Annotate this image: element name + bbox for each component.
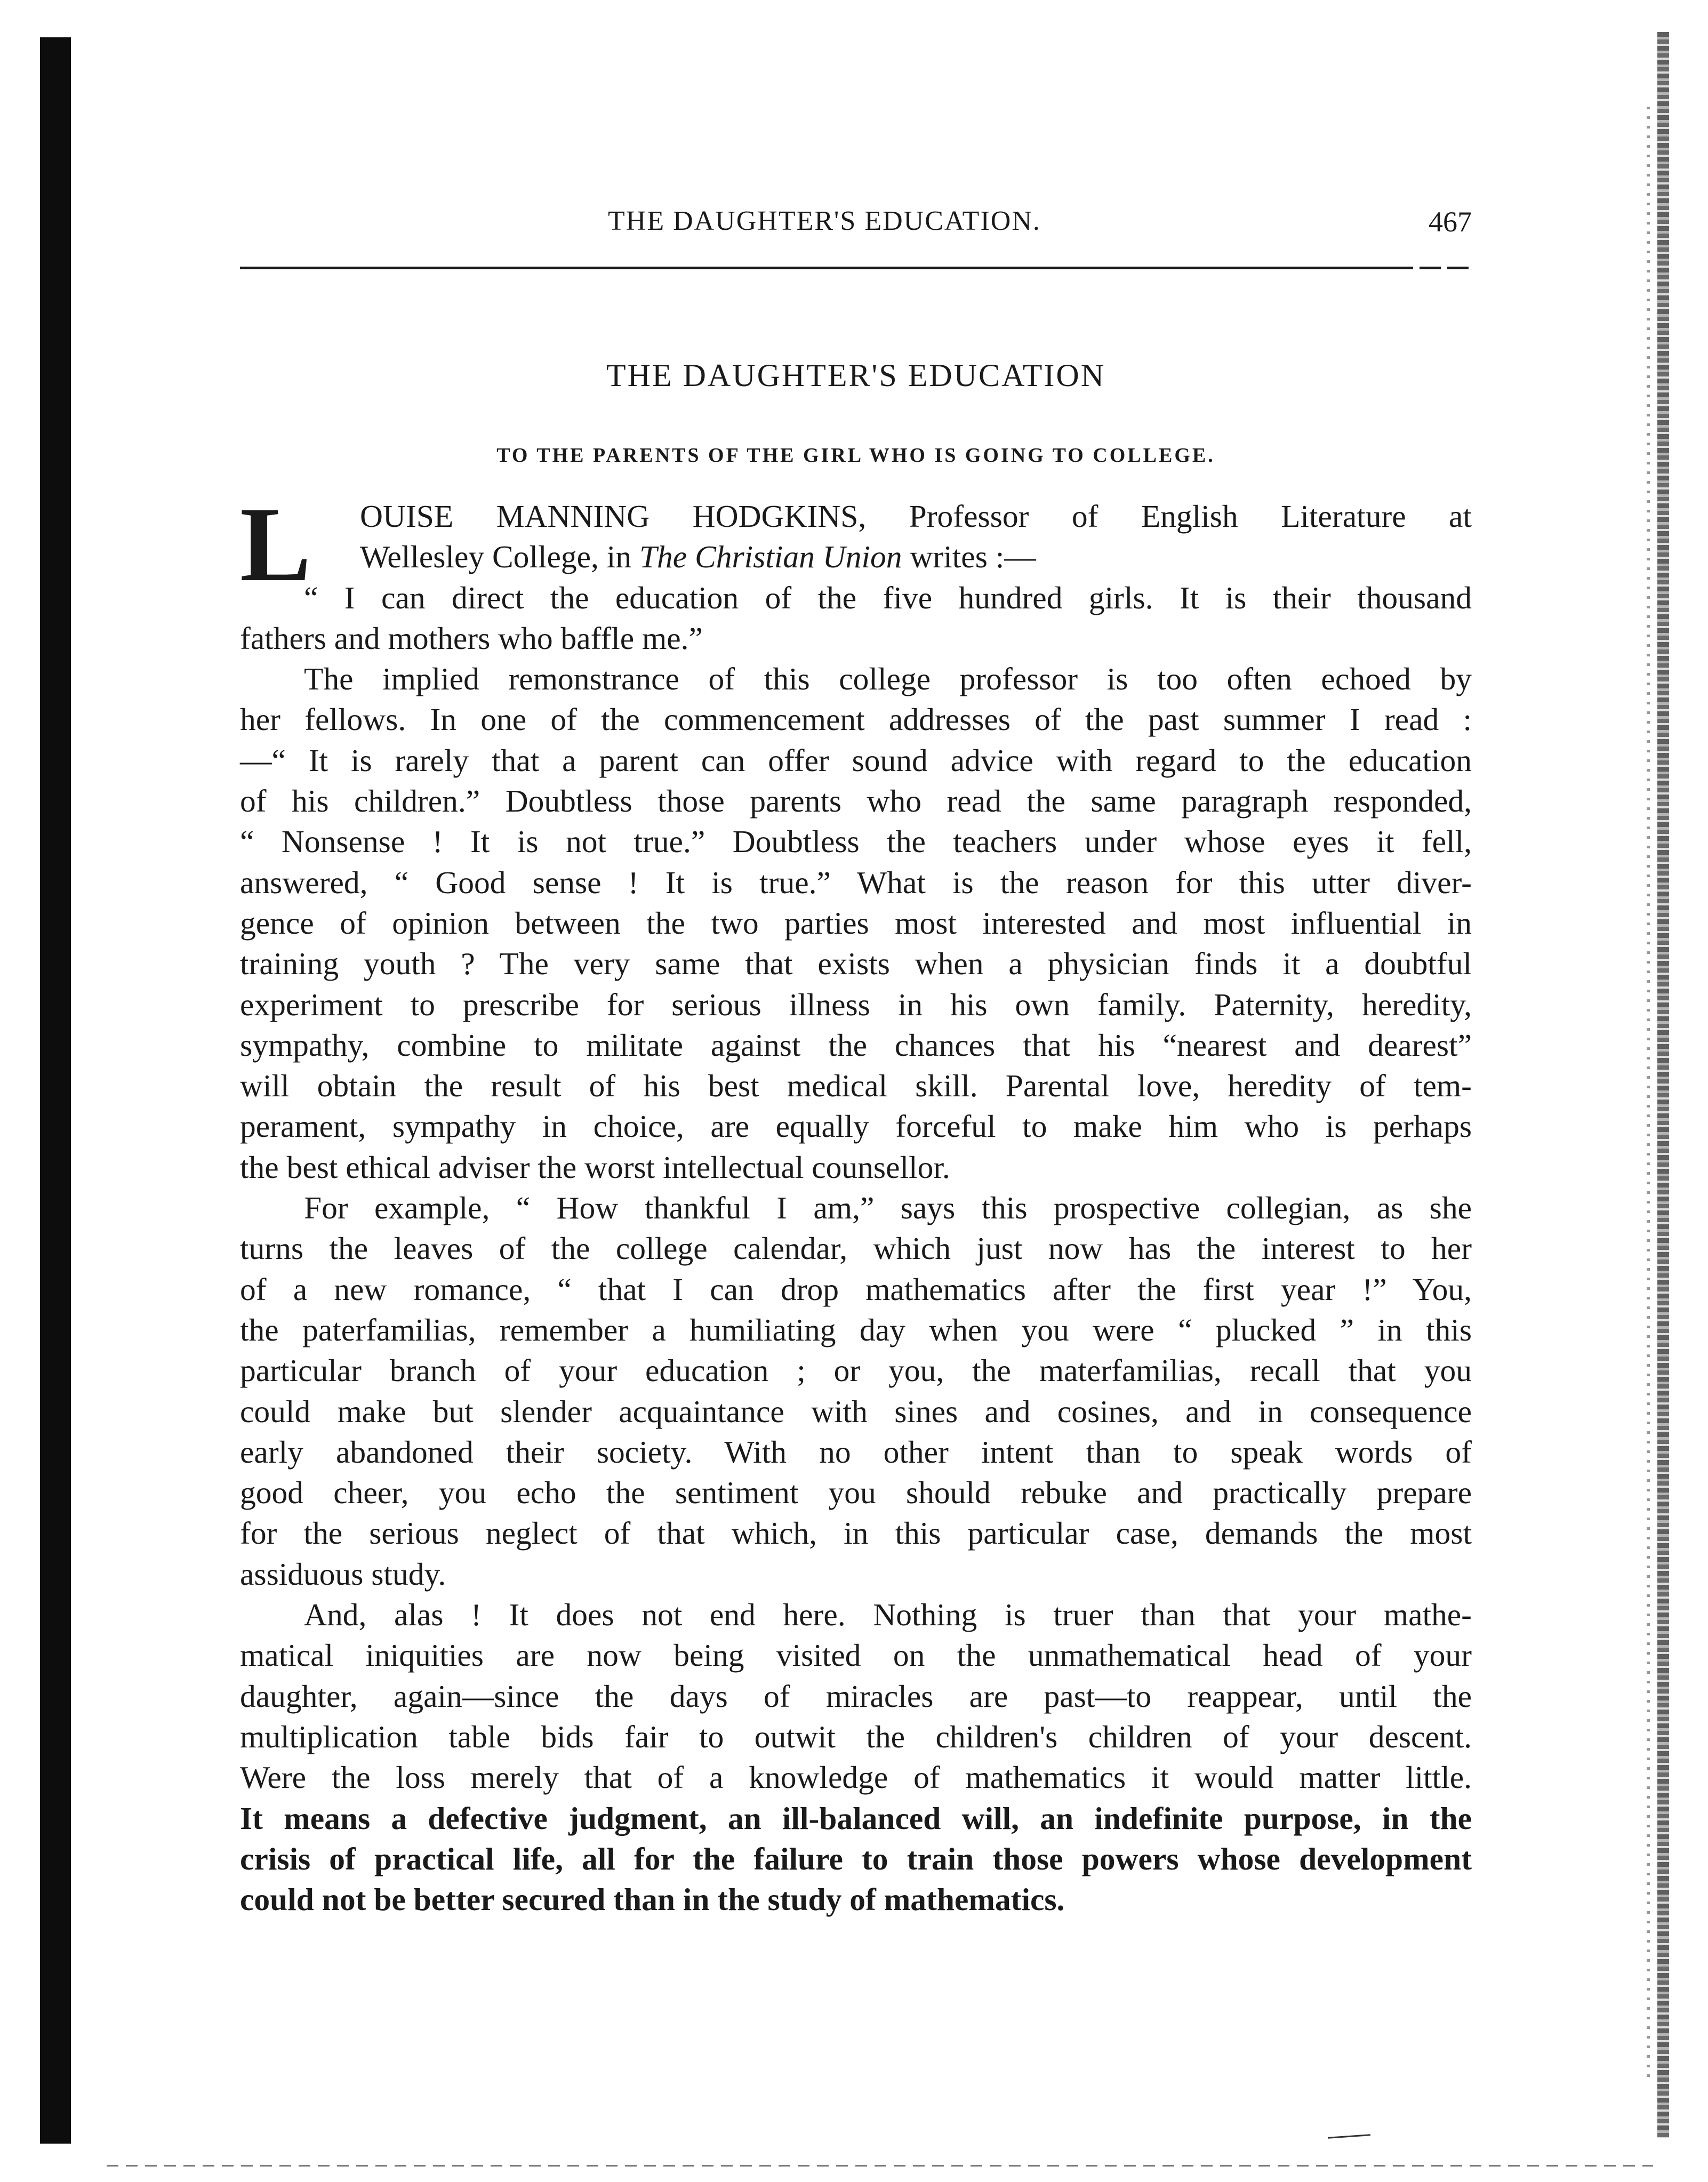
body-line: perament, sympathy in choice, are equally forceful to make him who is perhaps <box>240 1109 1472 1144</box>
body-line: the paterfamilias, remember a humiliating day when you were “ plucked ” in this <box>240 1312 1472 1347</box>
page-edge-speckle <box>1647 107 1650 2080</box>
body-line: for the serious neglect of that which, in this particular case, demands the most <box>240 1515 1472 1551</box>
body-line: will obtain the result of his best medical skill. Parental love, heredity of tem- <box>240 1068 1472 1104</box>
running-head-title: THE DAUGHTER'S EDUCATION. <box>608 206 1041 236</box>
page-bottom-edge <box>107 2165 1653 2167</box>
body-line: could not be better secured than in the study of mathematics. <box>240 1882 1065 1918</box>
body-line: It means a defective judgment, an ill-balanced will, an indefinite purpose, in the <box>240 1800 1472 1836</box>
body-line: of a new romance, “ that I can drop mathematics after the first year !” You, <box>240 1271 1472 1307</box>
stray-ink-mark <box>1328 2134 1370 2139</box>
body-line: experiment to prescribe for serious illness in his own family. Paternity, heredity, <box>240 986 1472 1022</box>
body-line: assiduous study. <box>240 1556 446 1592</box>
book-binding-edge <box>40 37 71 2144</box>
drop-cap: L <box>240 486 311 604</box>
body-line: —“ It is rarely that a parent can offer sound advice with regard to the education <box>240 742 1472 778</box>
body-line: early abandoned their society. With no other intent than to speak words of <box>240 1434 1472 1470</box>
body-line: her fellows. In one of the commencement addresses of the past summer I read : <box>240 702 1472 737</box>
body-line: Were the loss merely that of a knowledge of mathematics it would matter little. <box>240 1760 1472 1795</box>
body-line: multiplication table bids fair to outwit the children's children of your descent. <box>240 1719 1472 1754</box>
body-line: OUISE MANNING HODGKINS, Professor of English Literature at <box>360 499 1472 534</box>
body-line: crisis of practical life, all for the failure to train those powers whose development <box>240 1841 1472 1876</box>
running-head <box>235 205 1472 248</box>
body-line: the best ethical adviser the worst intellectual counsellor. <box>240 1149 950 1185</box>
body-line: training youth ? The very same that exists when a physician finds it a doubtful <box>240 946 1472 982</box>
body-line: daughter, again—since the days of miracles are past—to reappear, until the <box>240 1678 1472 1714</box>
body-line: good cheer, you echo the sentiment you should rebuke and practically prepare <box>240 1475 1472 1511</box>
article-subtitle: TO THE PARENTS OF THE GIRL WHO IS GOING TO COLLEGE. <box>496 444 1215 467</box>
body-line: could make but slender acquaintance with sines and cosines, and in consequence <box>240 1393 1472 1429</box>
journal-title: The Christian Union <box>639 539 902 575</box>
article-title: THE DAUGHTER'S EDUCATION <box>606 358 1106 393</box>
body-line: The implied remonstrance of this college professor is too often echoed by <box>304 661 1472 697</box>
body-line: answered, “ Good sense ! It is true.” What is the reason for this utter diver- <box>240 864 1472 900</box>
body-line: And, alas ! It does not end here. Nothing is truer than that your mathe- <box>304 1597 1472 1633</box>
body-line: For example, “ How thankful I am,” says this prospective collegian, as she <box>304 1190 1472 1226</box>
header-rule-tail <box>1420 267 1471 269</box>
body-line: of his children.” Doubtless those parents who read the same paragraph responded, <box>240 783 1472 819</box>
page-stack-edge <box>1657 32 1669 2138</box>
body-line: sympathy, combine to militate against the chances that his “nearest and dearest” <box>240 1027 1472 1063</box>
body-line: “ I can direct the education of the five hundred girls. It is their thousand <box>304 580 1472 615</box>
body-line: turns the leaves of the college calendar, which just now has the interest to her <box>240 1231 1472 1266</box>
body-line: particular branch of your education ; or you, the materfamilias, recall that you <box>240 1353 1472 1389</box>
page-number: 467 <box>1429 206 1472 238</box>
body-line: matical iniquities are now being visited on the unmathematical head of your <box>240 1638 1472 1673</box>
body-line: gence of opinion between the two parties most interested and most influential in <box>240 905 1472 941</box>
body-line: fathers and mothers who baffle me.” <box>240 620 703 656</box>
header-rule <box>240 267 1413 269</box>
body-line: Wellesley College, in The Christian Union writes :— <box>360 539 1036 575</box>
body-line: “ Nonsense ! It is not true.” Doubtless the teachers under whose eyes it fell, <box>240 824 1472 860</box>
article-body <box>240 486 1472 1920</box>
